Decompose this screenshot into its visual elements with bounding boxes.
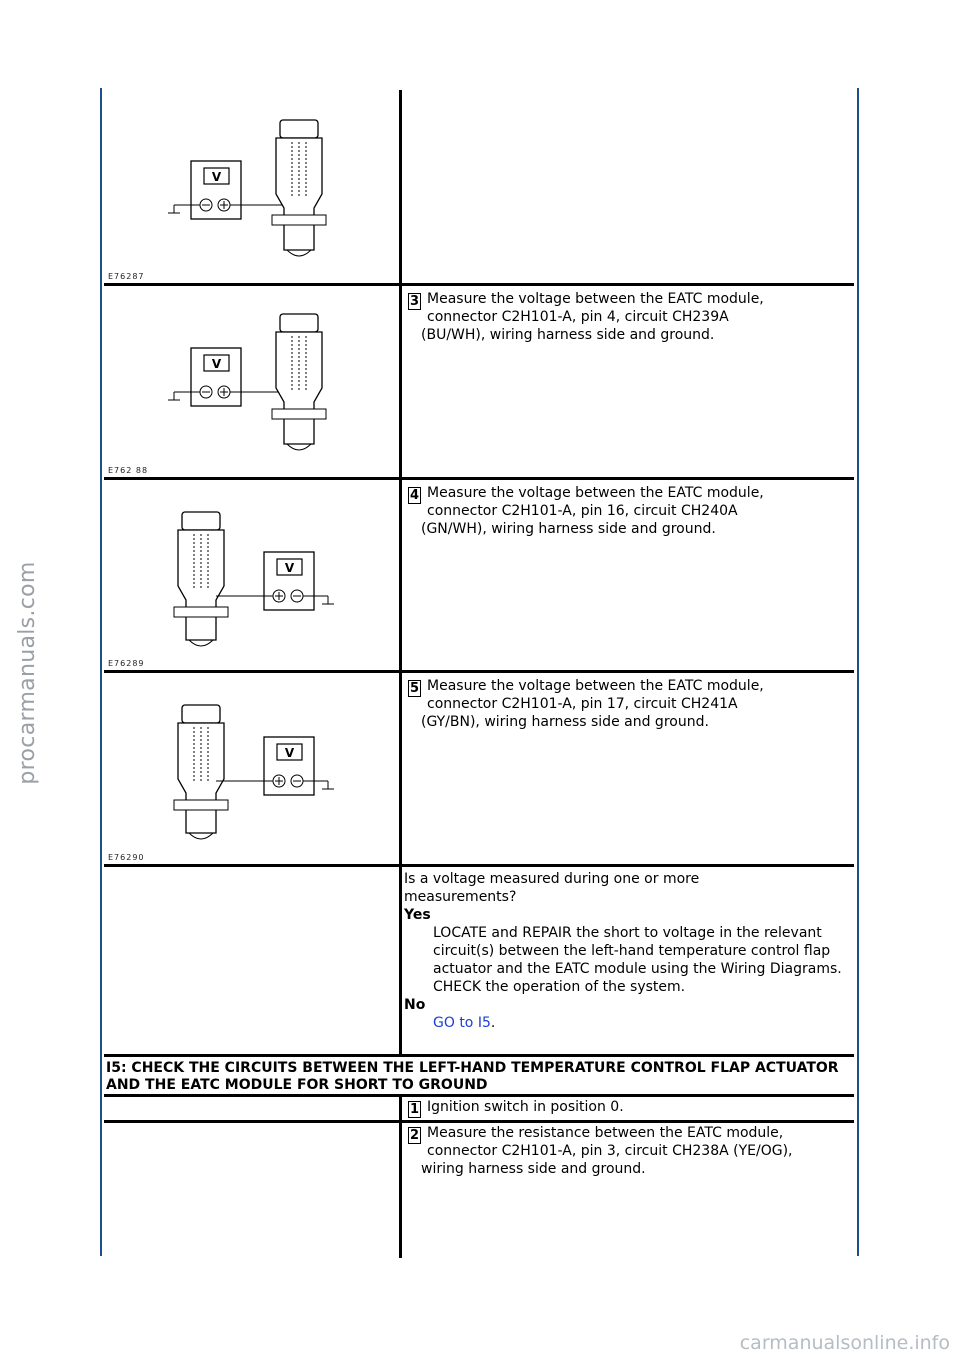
figure-e76289 <box>104 480 399 670</box>
meter-symbol: V <box>211 357 222 371</box>
frame-line-right <box>857 88 859 1256</box>
meter-symbol: V <box>284 746 295 760</box>
question-cell <box>404 870 852 1032</box>
figure-label: E76289 <box>108 659 145 668</box>
voltmeter-icon <box>216 737 334 795</box>
figure-e76290 <box>104 673 399 864</box>
question-text: Is a voltage measured during one or more measurements? <box>404 871 700 905</box>
i5-step-row-2 <box>104 1123 854 1258</box>
voltmeter-icon <box>216 552 334 610</box>
i5-step-2-text: 2 Measure the resistance between the EATC module, connector C2H101-A, pin 3, circuit CH238A (YE/OG), wiring harness side and ground. <box>409 1125 793 1177</box>
connector-icon <box>272 314 326 450</box>
connector-icon <box>174 512 228 646</box>
figure-label: E76290 <box>108 853 145 862</box>
figure-e76287 <box>104 90 399 283</box>
frame-line-left <box>100 88 102 1256</box>
voltmeter-icon <box>168 348 288 406</box>
step-number: 3 <box>409 294 420 309</box>
step-3-text: 3 Measure the voltage between the EATC module, connector C2H101-A, pin 4, circuit CH239A (BU/WH), wiring harness side and ground. <box>409 291 764 343</box>
section-header-row <box>104 1057 854 1097</box>
section-header: I5: CHECK THE CIRCUITS BETWEEN THE LEFT-HAND TEMPERATURE CONTROL FLAP ACTUATOR AND THE EATC MODULE FOR SHORT TO GROUND <box>106 1060 839 1093</box>
no-label: No <box>404 997 426 1013</box>
figure-label: E76287 <box>108 272 145 281</box>
meter-symbol: V <box>284 561 295 575</box>
step-row-3 <box>104 286 854 480</box>
step-row-4 <box>104 480 854 673</box>
connector-icon <box>272 120 326 256</box>
step-4-text: 4 Measure the voltage between the EATC module, connector C2H101-A, pin 16, circuit CH240A (GN/WH), wiring harness side and ground. <box>409 485 764 537</box>
step-number: 4 <box>409 488 420 503</box>
meter-connector-diagram <box>104 90 399 283</box>
meter-connector-diagram <box>104 673 399 864</box>
question-row <box>104 867 854 1057</box>
figure-row-1 <box>104 90 854 286</box>
bottom-watermark: carmanualsonline.info <box>739 1332 950 1354</box>
step-5-text: 5 Measure the voltage between the EATC module, connector C2H101-A, pin 17, circuit CH241A (GY/BN), wiring harness side and ground. <box>409 678 764 730</box>
step-number: 2 <box>409 1128 420 1143</box>
i5-step-1-text: 1 Ignition switch in position 0. <box>409 1099 624 1117</box>
connector-icon <box>174 705 228 839</box>
figure-e76288 <box>104 286 399 477</box>
no-text: GO to I5. <box>433 1015 496 1031</box>
yes-label: Yes <box>404 907 431 923</box>
i5-step-row-1 <box>104 1097 854 1123</box>
step-number: 5 <box>409 681 420 696</box>
meter-connector-diagram <box>104 480 399 670</box>
procedure-table <box>104 90 854 1258</box>
step-number: 1 <box>409 1102 420 1117</box>
figure-label: E762 88 <box>108 466 149 475</box>
side-watermark: procarmanuals.com <box>15 561 40 785</box>
voltmeter-icon <box>168 161 288 219</box>
yes-text: LOCATE and REPAIR the short to voltage in the relevant circuit(s) between the left-hand temperature control flap actuator and the EATC module using the Wiring Diagrams. CHECK the operation of the system. <box>433 925 842 995</box>
go-to-i5-link[interactable]: GO to I5 <box>433 1015 491 1031</box>
step-row-5 <box>104 673 854 867</box>
meter-symbol: V <box>211 170 222 184</box>
meter-connector-diagram <box>104 286 399 477</box>
